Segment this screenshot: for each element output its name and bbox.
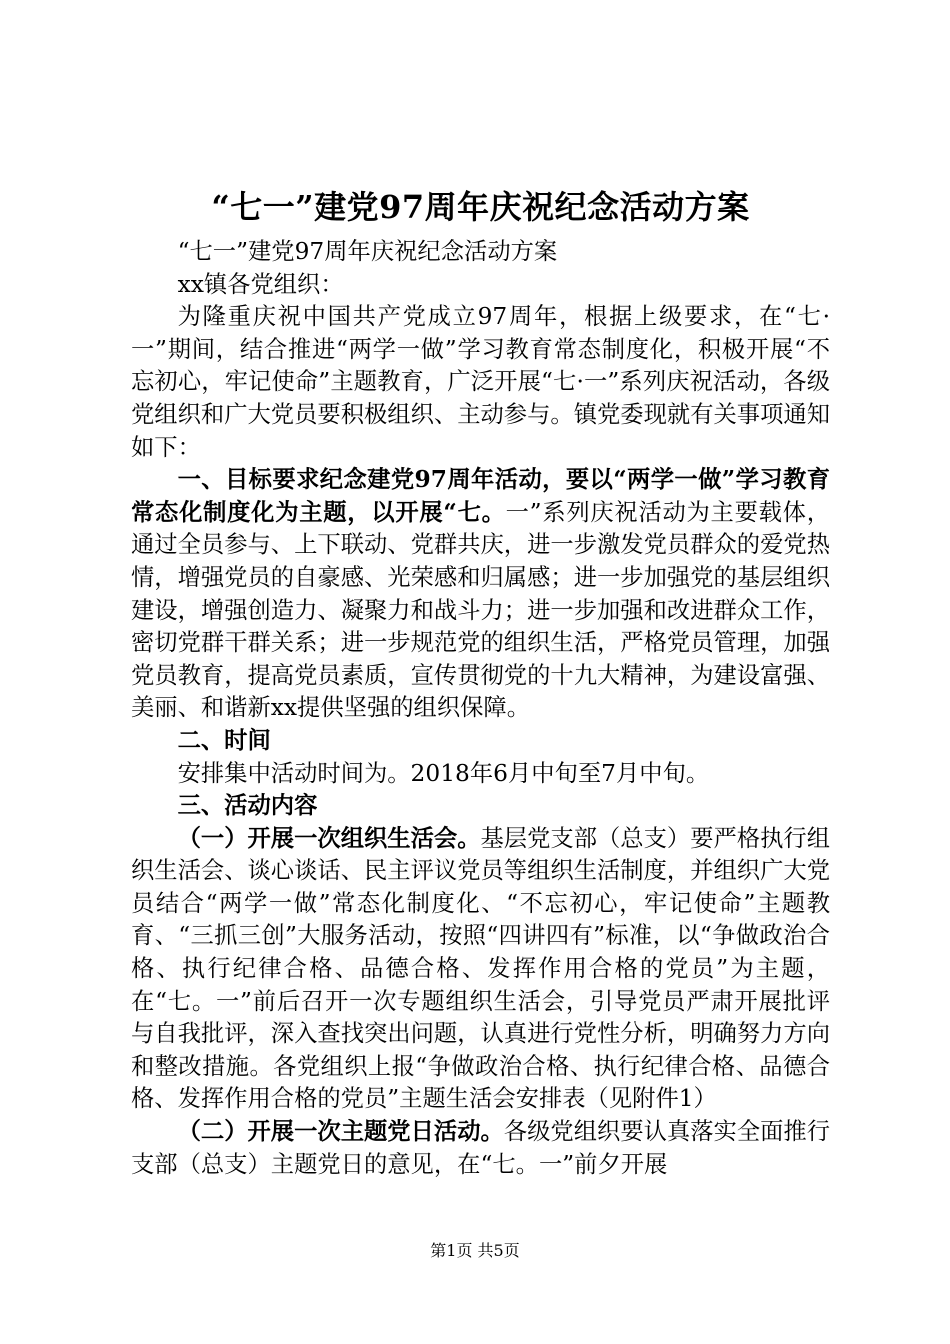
intro-paragraph: 为隆重庆祝中国共产党成立97周年，根据上级要求，在“七·一”期间，结合推进“两学一做”学习教育常态制度化，积极开展“不忘初心，牢记使命”主题教育，广泛开展“七·一”系列庆祝活动，各级党组织和广大党员要积极组织、主动参与。镇党委现就有关事项通知如下：: [131, 303, 830, 461]
document-body: [131, 182, 830, 1181]
item-two: [131, 1116, 830, 1181]
section-goals-heading: 一、目标要求纪念建党97周年活动，要以“两学一做”学习教育常态化制度化为主题，以开展“七。: [131, 466, 830, 526]
section-goals-body: 一”系列庆祝活动为主要载体，通过全员参与、上下联动、党群共庆，进一步激发党员群众的爱党热情，增强党员的自豪感、光荣感和归属感；进一步加强党的基层组织建设，增强创造力、凝聚力和战斗力；进一步加强和改进群众工作，密切党群干群关系；进一步规范党的组织生活，严格党员管理，加强党员教育，提高党员素质，宣传贯彻党的十九大精神，为建设富强、美丽、和谐新xx提供坚强的组织保障。: [131, 498, 830, 722]
item-two-body: 各级党组织要认真落实全面推行支部（总支）主题党日的意见，在“七。一”前夕开展: [131, 1118, 831, 1178]
item-one-body: 基层党支部（总支）要严格执行组织生活会、谈心谈话、民主评议党员等组织生活制度，并组织广大党员结合“两学一做”常态化制度化、“不忘初心，牢记使命”主题教育、“三抓三创”大服务活动，按照“四讲四有”标准，以“争做政治合格、执行纪律合格、品德合格、发挥作用合格的党员”为主题，在“七。一”前后召开一次专题组织生活会，引导党员严肃开展批评与自我批评，深入查找突出问题，认真进行党性分析，明确努力方向和整改措施。各党组织上报“争做政治合格、执行纪律合格、品德合格、发挥作用合格的党员”主题生活会安排表（见附件1）: [131, 824, 831, 1113]
section-goals: [131, 464, 830, 725]
page-footer: 第1页 共5页: [430, 1241, 520, 1260]
salutation: xx镇各党组织：: [177, 270, 344, 298]
item-two-heading: （二）开展一次主题党日活动。: [177, 1118, 504, 1146]
document-title: “七一”建党97周年庆祝纪念活动方案: [211, 188, 750, 226]
section-time-body: 安排集中活动时间为。2018年6月中旬至7月中旬。: [177, 759, 710, 787]
section-content-heading: 三、活动内容: [177, 792, 318, 820]
item-one-heading: （一）开展一次组织生活会。: [177, 824, 481, 852]
item-one: [131, 823, 830, 1116]
section-time-heading: 二、时间: [177, 726, 271, 754]
subtitle-line: “七一”建党97周年庆祝纪念活动方案: [177, 238, 558, 265]
